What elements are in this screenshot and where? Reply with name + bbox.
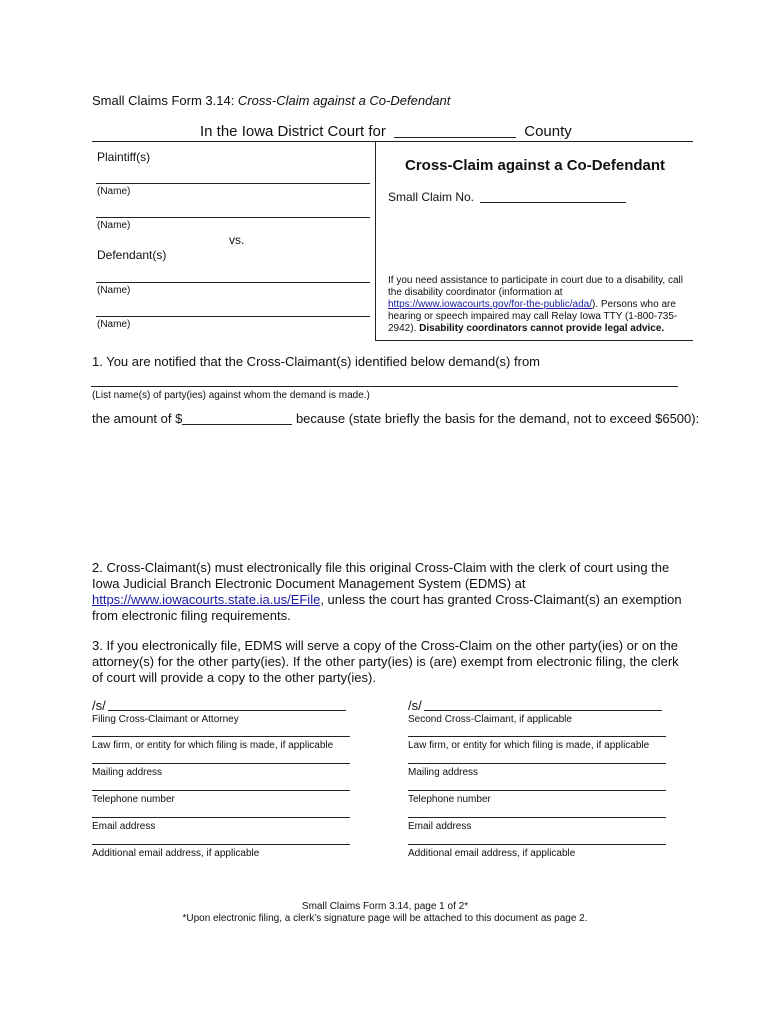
section1-text: 1. You are notified that the Cross-Claimant(s) identified below demand(s) from (92, 354, 540, 369)
sig-line-left-1[interactable] (92, 736, 350, 737)
caption-bottom-rule (375, 340, 693, 341)
sig-label-right-4: Email address (408, 821, 472, 832)
disability-text-1: If you need assistance to participate in court due to a disability, call the disability coordinator (information at (388, 275, 683, 298)
s-mark-right: /s/ (408, 698, 422, 713)
defendants-label: Defendant(s) (97, 248, 167, 262)
sig-label-left-5: Additional email address, if applicable (92, 848, 260, 859)
sig-label-right-0: Second Cross-Claimant, if applicable (408, 714, 572, 725)
sig-label-right-3: Telephone number (408, 794, 491, 805)
footer-page-label: Small Claims Form 3.14, page 1 of 2* (301, 901, 469, 912)
court-suffix: County (524, 123, 572, 140)
claim-no-label: Small Claim No. (388, 190, 475, 204)
caption-top-rule (92, 141, 693, 142)
name-label-4: (Name) (97, 319, 131, 330)
ada-link[interactable]: https://www.iowacourts.gov/for-the-public/ada/ (388, 299, 592, 310)
sig-label-right-5: Additional email address, if applicable (408, 848, 576, 859)
sig-line-left-4[interactable] (92, 817, 350, 818)
section3-text: 3. If you electronically file, EDMS will serve a copy of the Cross-Claim on the other party(ies) or on the attorney(s) for the other party(ies). If the other party(ies) is (are) exempt from electronic filing, the clerk of court will provide a copy to the other party(ies). (92, 638, 679, 685)
sig-label-left-4: Email address (92, 821, 156, 832)
name-label-1: (Name) (97, 186, 131, 197)
county-blank[interactable] (394, 123, 516, 138)
section2-text-1: 2. Cross-Claimant(s) must electronically file this original Cross-Claim with the clerk of court using the Iowa Judicial Branch Electronic Document Management System (EDMS) at (92, 560, 670, 591)
sig-label-left-1: Law firm, or entity for which filing is made, if applicable (92, 740, 334, 751)
efile-link[interactable]: https://www.iowacourts.state.ia.us/EFile (92, 592, 321, 607)
sig-line-right-3[interactable] (408, 790, 666, 791)
form-header (92, 93, 450, 108)
court-line (200, 123, 572, 140)
section2-text-2: , unless the court has granted Cross-Claimant(s) an exemption from electronic filing requirements. (92, 592, 682, 623)
caption-divider (375, 141, 376, 340)
sig-line-right-5[interactable] (408, 844, 666, 845)
sig-line-left-0[interactable] (108, 710, 346, 711)
caption-title: Cross-Claim against a Co-Defendant (405, 157, 666, 174)
sig-line-left-3[interactable] (92, 790, 350, 791)
signature-left (92, 698, 350, 868)
amount-line (92, 411, 699, 427)
sig-line-right-1[interactable] (408, 736, 666, 737)
disability-text-2: ). Persons who are hearing or speech impaired may call Relay Iowa TTY (1-800-735-2942). (388, 299, 678, 334)
plaintiff-line-2[interactable] (96, 217, 370, 218)
party-list-label: (List name(s) of party(ies) against whom the demand is made.) (92, 390, 370, 401)
vs-label: vs. (229, 233, 245, 247)
plaintiff-line-1[interactable] (96, 183, 370, 184)
footer (0, 901, 770, 925)
sig-line-left-2[interactable] (92, 763, 350, 764)
name-label-2: (Name) (97, 220, 131, 231)
s-mark-left: /s/ (92, 698, 106, 713)
plaintiffs-label: Plaintiff(s) (97, 150, 151, 164)
sig-label-right-2: Mailing address (408, 767, 479, 778)
section2-text (92, 560, 682, 624)
party-list-line[interactable] (91, 386, 678, 387)
amount-suffix: because (state briefly the basis for the demand, not to exceed $6500): (292, 411, 700, 426)
claim-no (388, 190, 626, 204)
name-label-3: (Name) (97, 285, 131, 296)
form-title-italic: Cross-Claim against a Co-Defendant (237, 93, 451, 108)
claim-no-field[interactable] (480, 190, 626, 203)
amount-field[interactable] (182, 411, 292, 425)
court-prefix: In the Iowa District Court for (200, 123, 386, 140)
sig-line-right-0[interactable] (424, 710, 662, 711)
form-label: Small Claims Form 3.14: (92, 93, 238, 108)
disability-bold: Disability coordinators cannot provide legal advice. (419, 323, 665, 334)
sig-label-right-1: Law firm, or entity for which filing is made, if applicable (408, 740, 650, 751)
sig-label-left-0: Filing Cross-Claimant or Attorney (92, 714, 239, 725)
sig-line-right-4[interactable] (408, 817, 666, 818)
footer-note: *Upon electronic filing, a clerk’s signature page will be attached to this document as page 2. (182, 913, 588, 924)
sig-line-left-5[interactable] (92, 844, 350, 845)
amount-prefix: the amount of $ (92, 411, 183, 426)
defendant-line-1[interactable] (96, 282, 370, 283)
defendant-line-2[interactable] (96, 316, 370, 317)
sig-label-left-2: Mailing address (92, 767, 163, 778)
disability-notice (388, 275, 688, 335)
signature-right (408, 698, 668, 868)
sig-label-left-3: Telephone number (92, 794, 175, 805)
sig-line-right-2[interactable] (408, 763, 666, 764)
